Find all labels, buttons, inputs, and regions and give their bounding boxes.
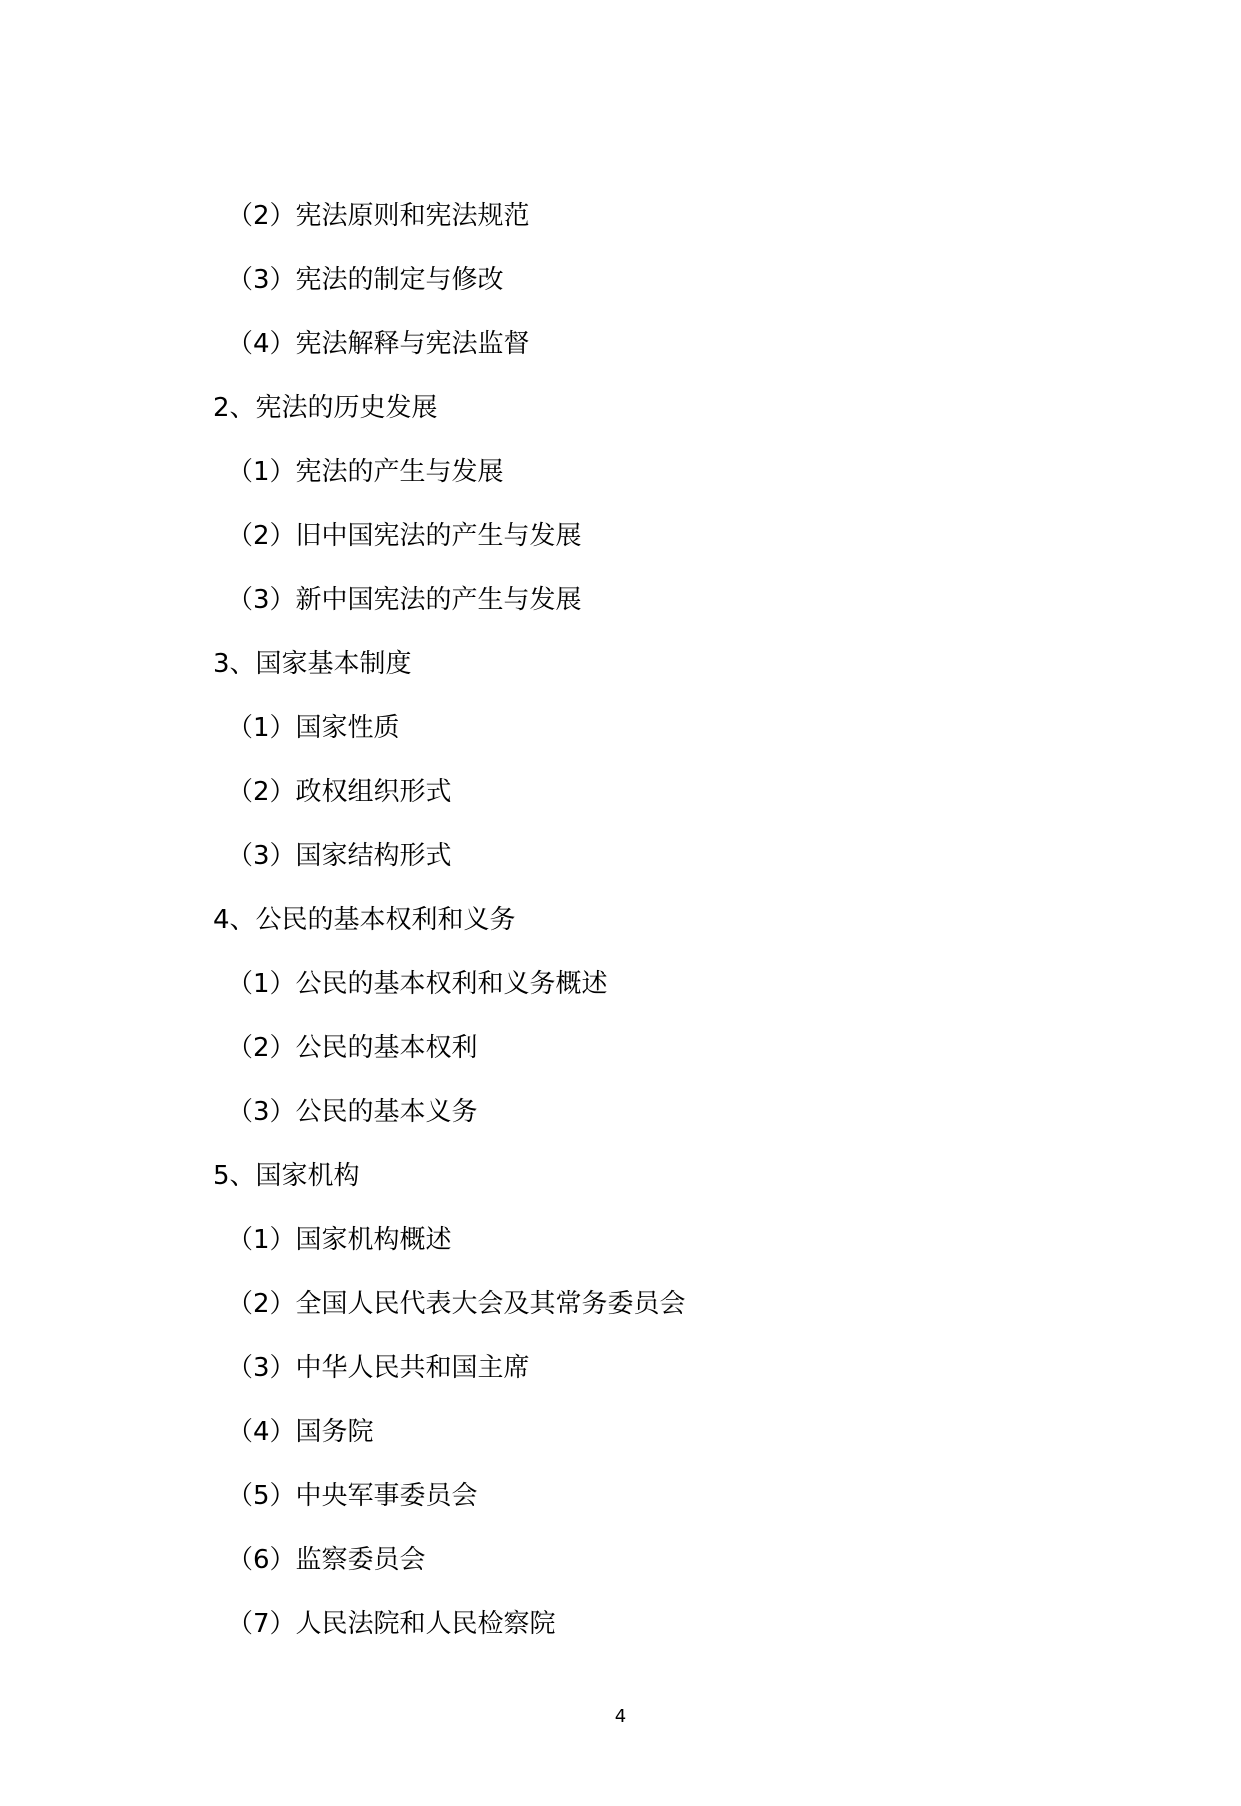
outline-subitem: （3）国家结构形式 [227, 841, 452, 871]
page-number: 4 [614, 1706, 627, 1727]
outline-subitem: （1）公民的基本权利和义务概述 [227, 969, 608, 999]
outline-section-heading: 3、国家基本制度 [213, 649, 412, 679]
outline-subitem: （4）国务院 [227, 1417, 374, 1447]
outline-subitem: （3）新中国宪法的产生与发展 [227, 585, 582, 615]
outline-subitem: （3）公民的基本义务 [227, 1097, 478, 1127]
outline-subitem: （2）全国人民代表大会及其常务委员会 [227, 1289, 686, 1319]
outline-subitem: （6）监察委员会 [227, 1545, 426, 1575]
outline-subitem: （7）人民法院和人民检察院 [227, 1609, 556, 1639]
outline-subitem: （2）政权组织形式 [227, 777, 452, 807]
outline-subitem: （3）中华人民共和国主席 [227, 1353, 530, 1383]
outline-section-heading: 2、宪法的历史发展 [213, 393, 438, 423]
outline-subitem: （1）宪法的产生与发展 [227, 457, 504, 487]
outline-subitem: （3）宪法的制定与修改 [227, 265, 504, 295]
outline-subitem: （2）宪法原则和宪法规范 [227, 201, 530, 231]
outline-subitem: （2）公民的基本权利 [227, 1033, 478, 1063]
outline-subitem: （5）中央军事委员会 [227, 1481, 478, 1511]
outline-subitem: （1）国家机构概述 [227, 1225, 452, 1255]
outline-section-heading: 4、公民的基本权利和义务 [213, 905, 516, 935]
outline-subitem: （4）宪法解释与宪法监督 [227, 329, 530, 359]
outline-section-heading: 5、国家机构 [213, 1161, 360, 1191]
outline-subitem: （2）旧中国宪法的产生与发展 [227, 521, 582, 551]
outline-subitem: （1）国家性质 [227, 713, 400, 743]
